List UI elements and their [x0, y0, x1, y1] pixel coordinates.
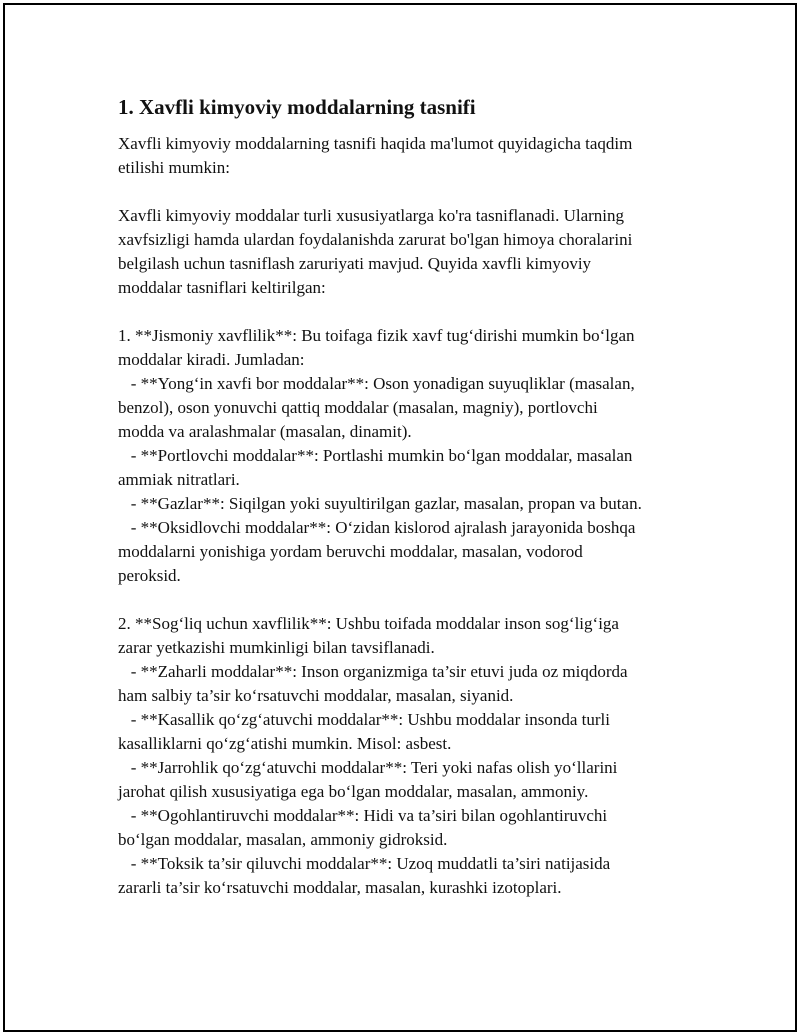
section-health-hazards: 2. **Sog‘liq uchun xavflilik**: Ushbu toifada moddalar inson sog‘lig‘iga zarar yetkazishi mumkinligi bilan tavsiflanadi. - **Zaharli moddalar**: Inson organizmiga ta’sir etuvi juda oz miqdorda ham salbiy ta’sir ko‘rsatuvchi moddalar, masalan, siyanid. - **Kasallik qo‘zg‘atuvchi moddalar**: Ushbu moddalar insonda turli kasalliklarni qo‘zg‘atishi mumkin. Misol: asbest. - **Jarrohlik qo‘zg‘atuvchi moddalar**: Teri yoki nafas olish yo‘llarini jarohat qilish xususiyatiga ega bo‘lgan moddalar, masalan, ammoniy. - **Ogohlantiruvchi moddalar**: Hidi va ta’siri bilan ogohlantiruvchi bo‘lgan moddalar, masalan, ammoniy gidroksid. - **Toksik ta’sir qiluvchi moddalar**: Uzoq muddatli ta’siri natijasida zararli ta’sir ko‘rsatuvchi moddalar, masalan, kurashki izotoplari. — [118, 614, 628, 897]
blank-line — [118, 300, 708, 324]
blank-line — [118, 588, 708, 612]
intro-paragraph: Xavfli kimyoviy moddalarning tasnifi haqida ma'lumot quyidagicha taqdim etilishi mumkin: Xavfli kimyoviy moddalar turli xususiyatlarga ko'ra tasniflanadi. Ularning xavfsizligi hamda ulardan foydalanishda zarurat bo'lgan himoya choralarini belgilash uchun tasniflash zaruriyati mavjud. Quyida xavfli kimyoviy moddalar tasniflari keltirilgan: — [118, 134, 633, 297]
document-body — [118, 92, 708, 900]
section-physical-hazards: 1. **Jismoniy xavflilik**: Bu toifaga fizik xavf tug‘dirishi mumkin bo‘lgan moddalar kiradi. Jumladan: - **Yong‘in xavfi bor moddalar**: Oson yonadigan suyuqliklar (masalan, benzol), oson yonuvchi qattiq moddalar (masalan, magniy), portlovchi modda va aralashmalar (masalan, dinamit). - **Portlovchi moddalar**: Portlashi mumkin bo‘lgan moddalar, masalan ammiak nitratlari. - **Gazlar**: Siqilgan yoki suyultirilgan gazlar, masalan, propan va butan. - **Oksidlovchi moddalar**: O‘zidan kislorod ajralash jarayonida boshqa moddalarni yonishiga yordam beruvchi moddalar, masalan, vodorod peroksid. — [118, 326, 642, 585]
document-title: 1. Xavfli kimyoviy moddalarning tasnifi — [118, 95, 476, 119]
